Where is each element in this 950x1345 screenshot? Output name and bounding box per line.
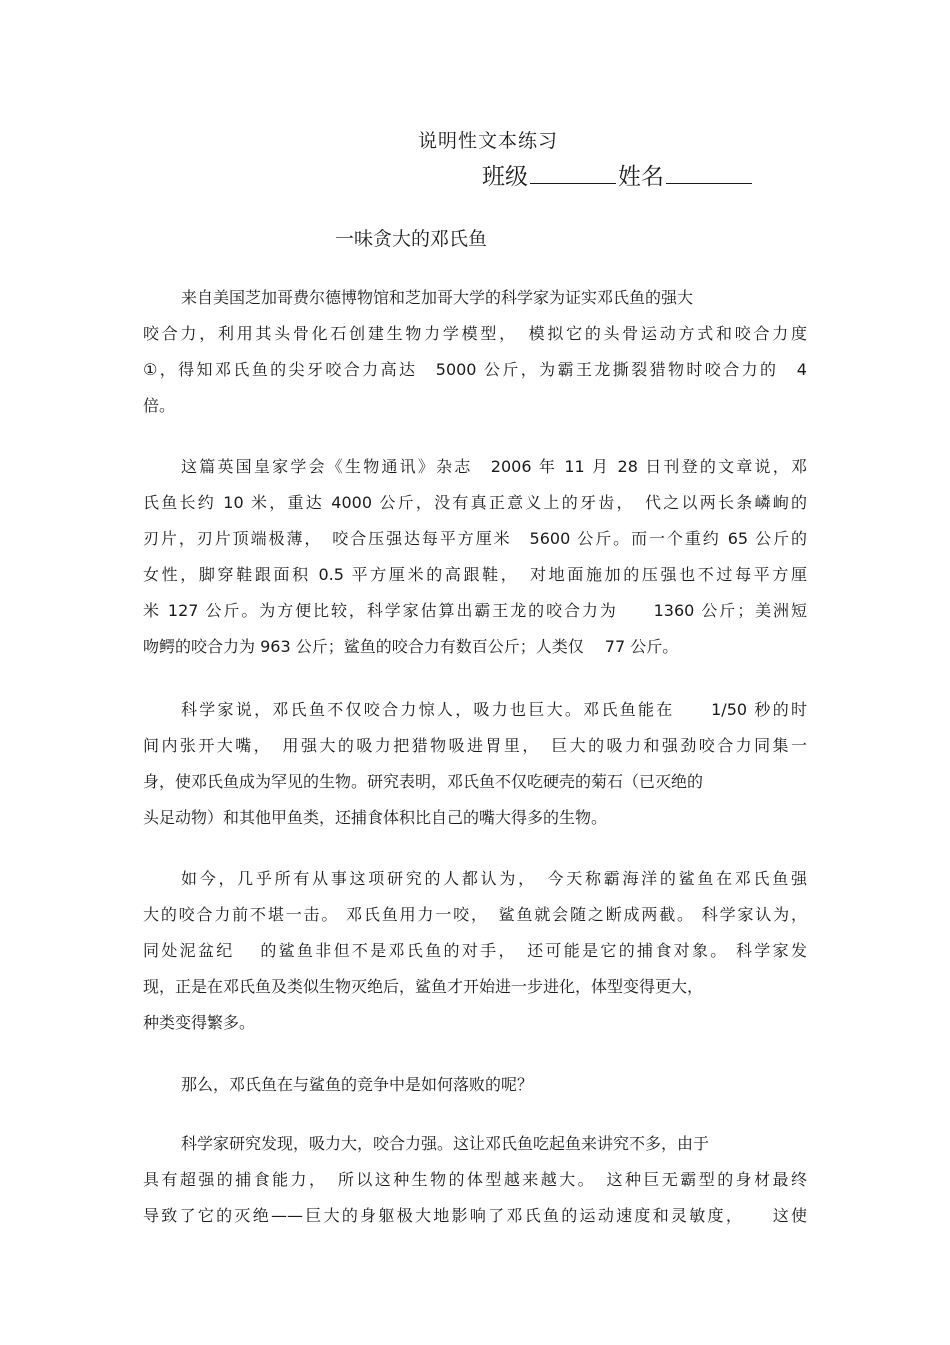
paragraph-line: 那么，邓氏鱼在与鲨鱼的竞争中是如何落败的呢？ xyxy=(181,1075,534,1094)
class-label: 班级 xyxy=(482,164,528,190)
paragraph-line: 同处泥盆纪 的鲨鱼非但不是邓氏鱼的对手， 还可能是它的捕食对象。 科学家发 xyxy=(143,941,807,960)
paragraph-line: 具有超强的捕食能力， 所以这种生物的体型越来越大。 这种巨无霸型的身材最终 xyxy=(143,1170,807,1189)
student-info-line xyxy=(482,158,754,191)
paragraph-line: 间内张开大嘴， 用强大的吸力把猎物吸进胃里， 巨大的吸力和强劲咬合力同集一 xyxy=(143,736,807,755)
paragraph-line: 种类变得繁多。 xyxy=(143,1013,256,1032)
paragraph-line: 女性，脚穿鞋跟面积 0.5 平方厘米的高跟鞋， 对地面施加的压强也不过每平方厘 xyxy=(143,565,807,584)
paragraph-line: 科学家研究发现，吸力大，咬合力强。这让邓氏鱼吃起鱼来讲究不多，由于 xyxy=(181,1134,710,1153)
paragraph-line: 科学家说，邓氏鱼不仅咬合力惊人，吸力也巨大。邓氏鱼能在 1/50 秒的时 xyxy=(181,700,807,719)
name-label: 姓名 xyxy=(618,164,664,190)
paragraph-line: 吻鳄的咬合力为 963 公斤；鲨鱼的咬合力有数百公斤；人类仅 77 公斤。 xyxy=(143,637,679,656)
paragraph-line: 氏鱼长约 10 米，重达 4000 公斤，没有真正意义上的牙齿， 代之以两长条嶙峋的 xyxy=(143,493,807,512)
paragraph-line: 现，正是在邓氏鱼及类似生物灭绝后，鲨鱼才开始进一步进化，体型变得更大， xyxy=(143,977,704,996)
paragraph-line: 大的咬合力前不堪一击。 邓氏鱼用力一咬， 鲨鱼就会随之断成两截。 科学家认为， xyxy=(143,905,807,924)
paragraph-line: 头足动物）和其他甲鱼类，还捕食体积比自己的嘴大得多的生物。 xyxy=(143,808,608,827)
name-blank[interactable] xyxy=(666,163,752,184)
worksheet-title: 说明性文本练习 xyxy=(418,130,559,152)
paragraph-line: 这篇英国皇家学会《生物通讯》杂志 2006 年 11 月 28 日刊登的文章说，邓 xyxy=(181,457,807,476)
paragraph-line: 米 127 公斤。为方便比较，科学家估算出霸王龙的咬合力为 1360 公斤；美洲短 xyxy=(143,601,807,620)
paragraph-line: 身，使邓氏鱼成为罕见的生物。研究表明，邓氏鱼不仅吃硬壳的菊石（已灭绝的 xyxy=(143,772,704,791)
class-blank[interactable] xyxy=(530,163,616,184)
paragraph-line: ①，得知邓氏鱼的尖牙咬合力高达 5000 公斤，为霸王龙撕裂猎物时咬合力的 4 xyxy=(143,360,807,379)
paragraph-line: 刃片，刃片顶端极薄， 咬合压强达每平方厘米 5600 公斤。而一个重约 65 公斤的 xyxy=(143,529,807,548)
paragraph-line: 如今，几乎所有从事这项研究的人都认为， 今天称霸海洋的鲨鱼在邓氏鱼强 xyxy=(181,869,807,888)
paragraph-line: 导致了它的灭绝——巨大的身躯极大地影响了邓氏鱼的运动速度和灵敏度， 这使 xyxy=(143,1206,807,1225)
paragraph-line: 来自美国芝加哥费尔德博物馆和芝加哥大学的科学家为证实邓氏鱼的强大 xyxy=(181,288,694,307)
paragraph-line: 咬合力，利用其头骨化石创建生物力学模型， 模拟它的头骨运动方式和咬合力度 xyxy=(143,324,807,343)
article-title: 一味贪大的邓氏鱼 xyxy=(335,228,488,250)
paragraph-line: 倍。 xyxy=(143,396,176,415)
